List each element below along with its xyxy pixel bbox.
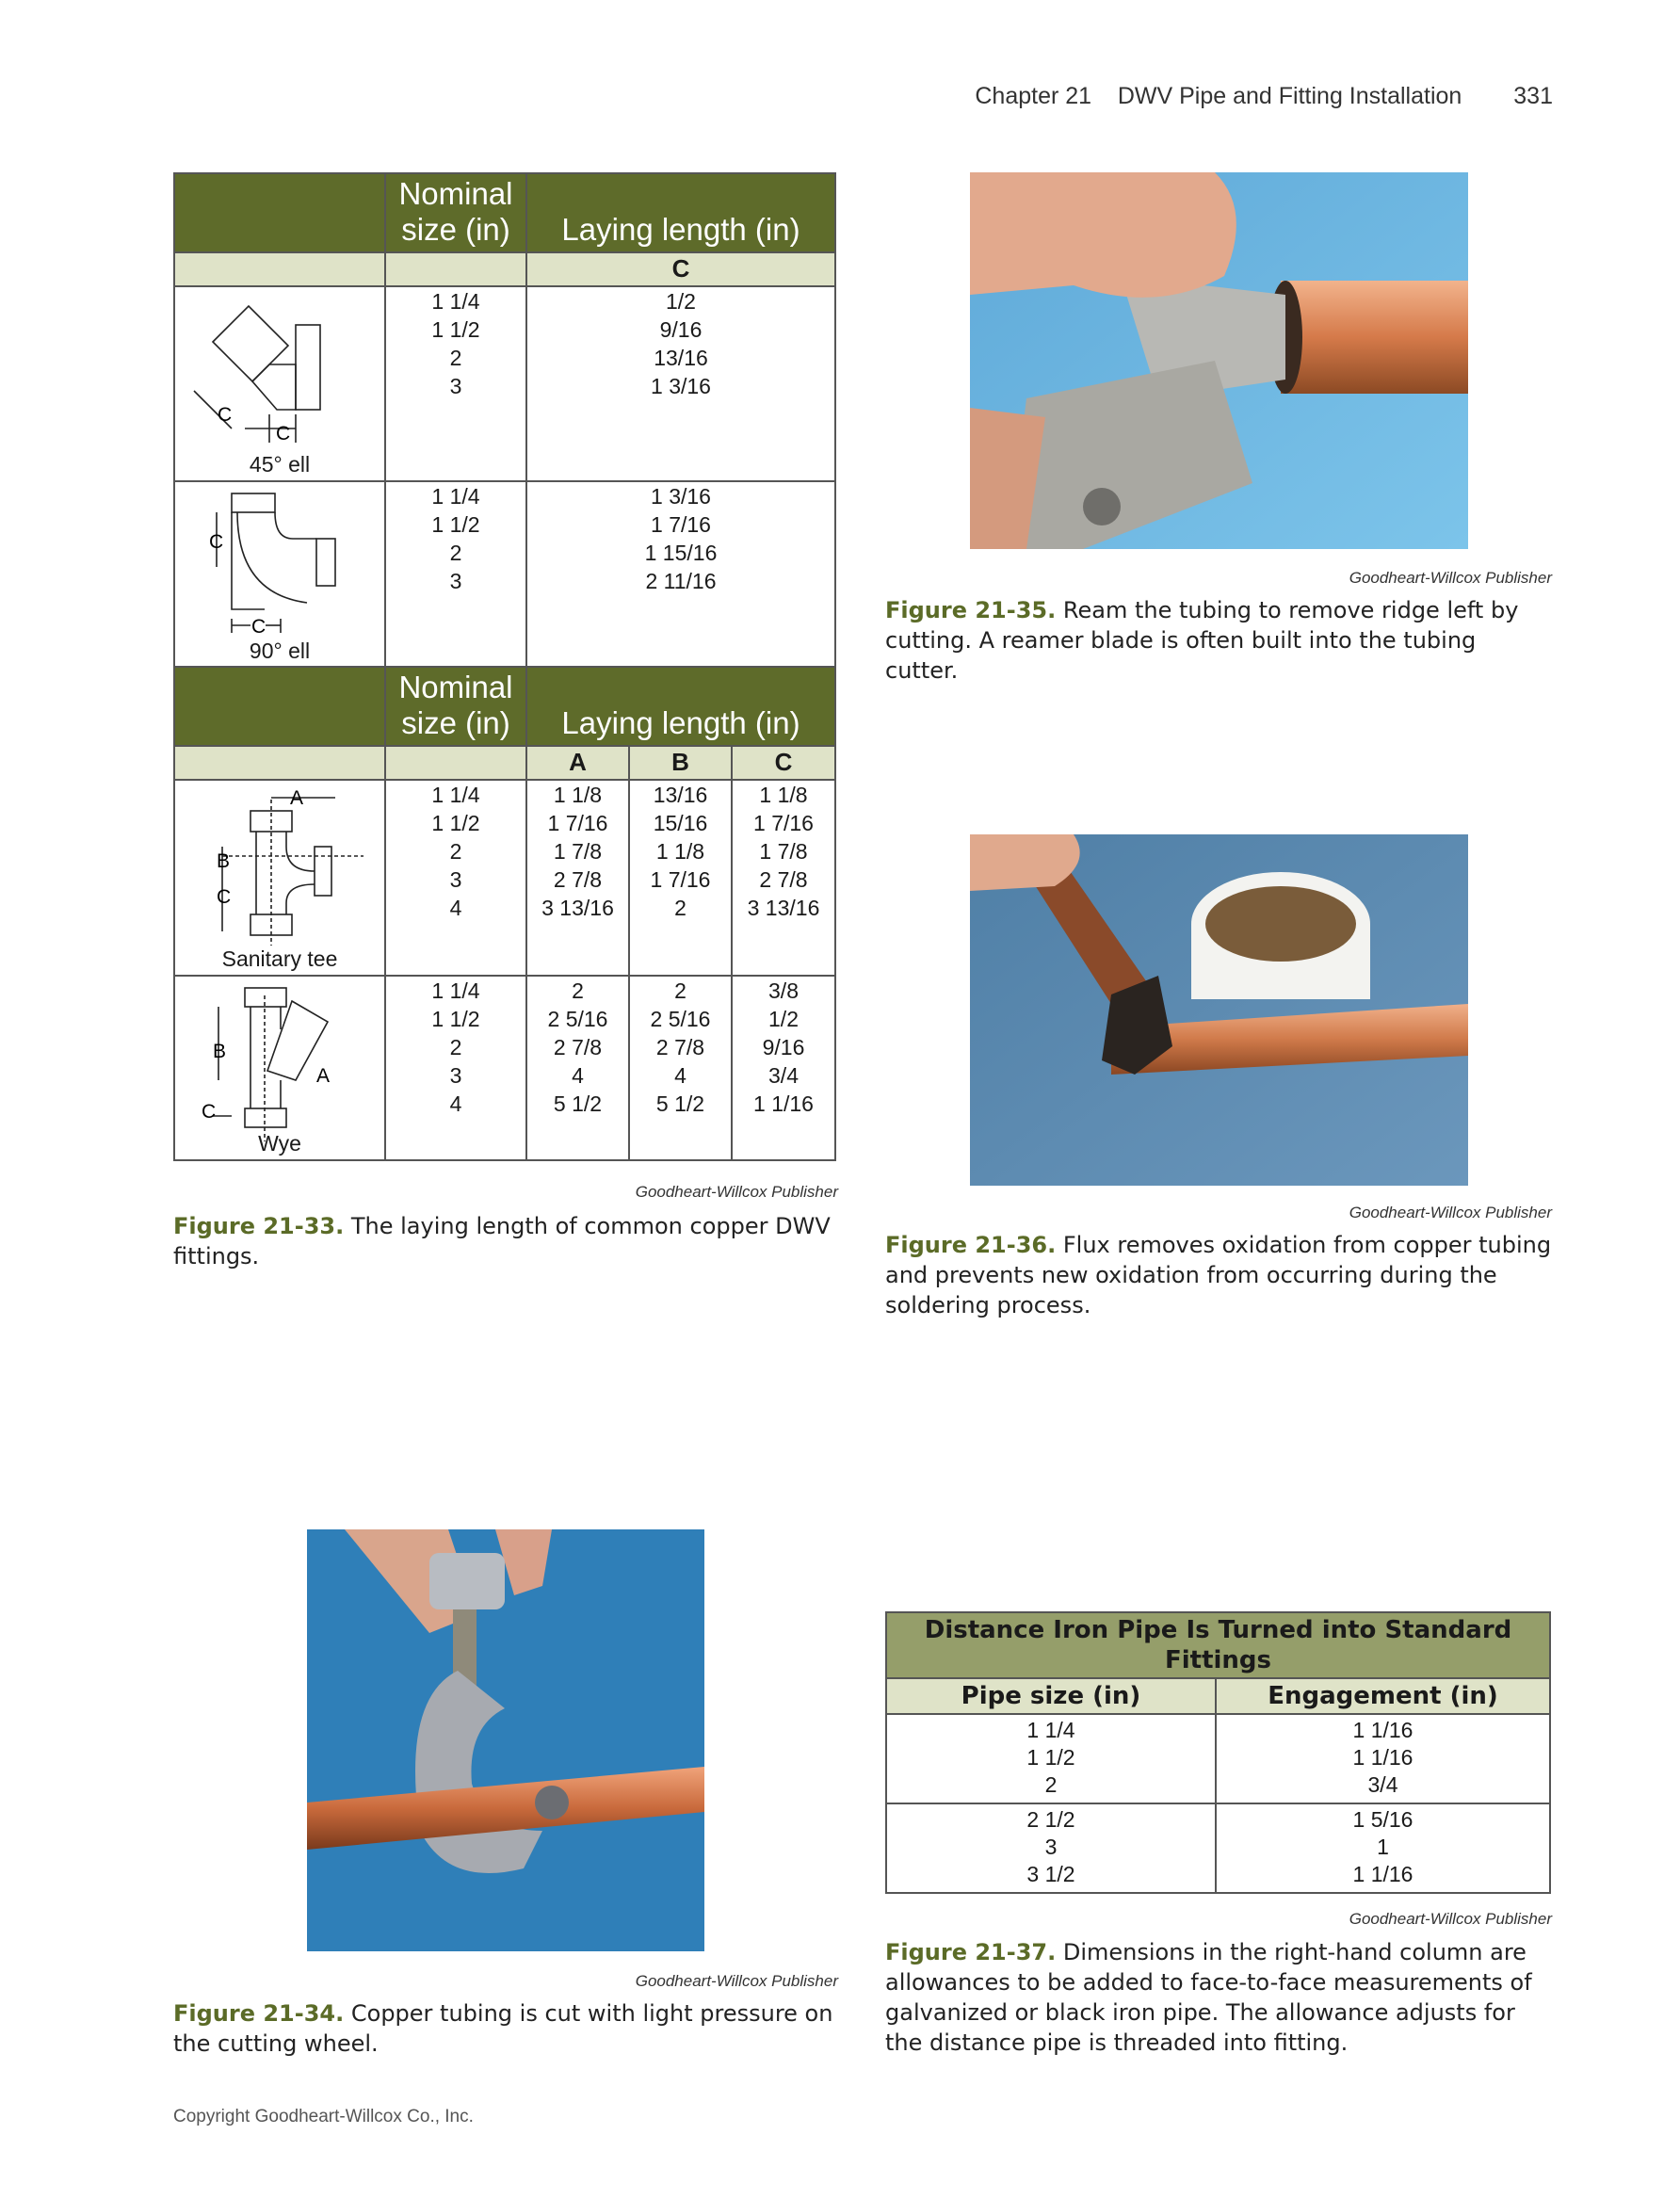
fitting-label: 90° ell xyxy=(249,638,311,663)
figure-number: Figure 21-37. xyxy=(885,1939,1057,1965)
fitting-label: 45° ell xyxy=(249,451,311,477)
caption-text: Flux removes oxidation from copper tubing and prevents new oxidation from occurring during the soldering process. xyxy=(885,1232,1552,1318)
chapter-label: Chapter 21 xyxy=(975,83,1092,109)
fitting-table-tees xyxy=(173,666,836,1161)
nominal-sizes: 1 1/4 1 1/2 2 3 xyxy=(385,481,526,668)
laying-length-b: 13/16 15/16 1 1/8 1 7/16 2 xyxy=(629,780,732,976)
figure-caption-21-36 xyxy=(885,1230,1554,1320)
engagement-values: 1 5/16 1 1 1/16 xyxy=(1216,1803,1550,1893)
ell-45-diagram xyxy=(174,286,385,481)
laying-length-c: 3/8 1/2 9/16 3/4 1 1/16 xyxy=(732,976,835,1160)
laying-length-c: 1/2 9/16 13/16 1 3/16 xyxy=(526,286,835,481)
dim-b-label: B xyxy=(213,1040,227,1062)
figure-credit: Goodheart-Willcox Publisher xyxy=(635,1972,838,1990)
caption-text: Copper tubing is cut with light pressure on the cutting wheel. xyxy=(173,2000,833,2057)
dim-c-label: C xyxy=(276,422,291,445)
figure-number: Figure 21-33. xyxy=(173,1213,345,1239)
wye-diagram xyxy=(174,976,385,1160)
laying-length-a: 1 1/8 1 7/16 1 7/8 2 7/8 3 13/16 xyxy=(526,780,629,976)
col-c-header: C xyxy=(526,252,835,286)
laying-length-b: 2 2 5/16 2 7/8 4 5 1/2 xyxy=(629,976,732,1160)
engagement-table xyxy=(885,1611,1551,1894)
col-c-header: C xyxy=(732,746,835,780)
figure-caption-21-34 xyxy=(173,1998,842,2059)
caption-text: Dimensions in the right-hand column are allowances to be added to face-to-face measurements of galvanized or black iron pipe. The allowance adjusts for the distance pipe is threaded into fitting. xyxy=(885,1939,1532,2056)
nominal-sizes: 1 1/4 1 1/2 2 3 xyxy=(385,286,526,481)
dim-c-label: C xyxy=(202,1100,217,1123)
figure-caption-21-33 xyxy=(173,1211,842,1271)
col-b-header: B xyxy=(629,746,732,780)
sanitary-tee-diagram xyxy=(174,780,385,976)
figure-credit: Goodheart-Willcox Publisher xyxy=(1349,1204,1552,1221)
photo-flux-brush xyxy=(970,834,1468,1186)
pipe-size-header: Pipe size (in) xyxy=(886,1678,1216,1714)
dim-c-label: C xyxy=(217,885,232,908)
laying-length-header: Laying length (in) xyxy=(526,173,835,252)
laying-length-c: 1 1/8 1 7/16 1 7/8 2 7/8 3 13/16 xyxy=(732,780,835,976)
fitting-table-ells xyxy=(173,172,836,669)
nominal-sizes: 1 1/4 1 1/2 2 3 4 xyxy=(385,780,526,976)
copyright-notice: Copyright Goodheart-Willcox Co., Inc. xyxy=(173,2107,474,2126)
caption-text: The laying length of common copper DWV fittings. xyxy=(173,1213,831,1269)
fitting-label: Wye xyxy=(258,1130,301,1156)
caption-text: Ream the tubing to remove ridge left by cutting. A reamer blade is often built into the tubing cutter. xyxy=(885,597,1519,684)
figure-caption-21-35 xyxy=(885,595,1554,686)
chapter-title: DWV Pipe and Fitting Installation xyxy=(1117,83,1462,109)
photo-reamer xyxy=(970,172,1468,549)
figure-number: Figure 21-36. xyxy=(885,1232,1057,1258)
table-title: Distance Iron Pipe Is Turned into Standard Fittings xyxy=(886,1612,1550,1678)
engagement-header: Engagement (in) xyxy=(1216,1678,1550,1714)
running-head xyxy=(975,83,1553,110)
dim-c-label: C xyxy=(218,403,233,426)
fitting-label: Sanitary tee xyxy=(221,946,338,971)
dim-a-label: A xyxy=(316,1064,331,1087)
col-a-header: A xyxy=(526,746,629,780)
nominal-size-header: Nominal size (in) xyxy=(385,173,526,252)
figure-credit: Goodheart-Willcox Publisher xyxy=(635,1183,838,1201)
pipe-sizes: 2 1/2 3 3 1/2 xyxy=(886,1803,1216,1893)
nominal-size-header: Nominal size (in) xyxy=(385,667,526,746)
engagement-values: 1 1/16 1 1/16 3/4 xyxy=(1216,1714,1550,1803)
ell-90-diagram xyxy=(174,481,385,668)
laying-length-a: 2 2 5/16 2 7/8 4 5 1/2 xyxy=(526,976,629,1160)
pipe-sizes: 1 1/4 1 1/2 2 xyxy=(886,1714,1216,1803)
laying-length-header: Laying length (in) xyxy=(526,667,835,746)
page-number: 331 xyxy=(1513,83,1553,109)
dim-a-label: A xyxy=(290,786,304,809)
dim-c-label: C xyxy=(209,530,224,553)
nominal-sizes: 1 1/4 1 1/2 2 3 4 xyxy=(385,976,526,1160)
figure-credit: Goodheart-Willcox Publisher xyxy=(1349,1910,1552,1928)
photo-tube-cutter xyxy=(307,1529,704,1951)
figure-caption-21-37 xyxy=(885,1937,1554,2058)
figure-credit: Goodheart-Willcox Publisher xyxy=(1349,569,1552,587)
figure-number: Figure 21-34. xyxy=(173,2000,345,2027)
laying-length-c: 1 3/16 1 7/16 1 15/16 2 11/16 xyxy=(526,481,835,668)
figure-number: Figure 21-35. xyxy=(885,597,1057,623)
dim-b-label: B xyxy=(217,849,231,872)
dim-c-label: C xyxy=(251,615,267,638)
